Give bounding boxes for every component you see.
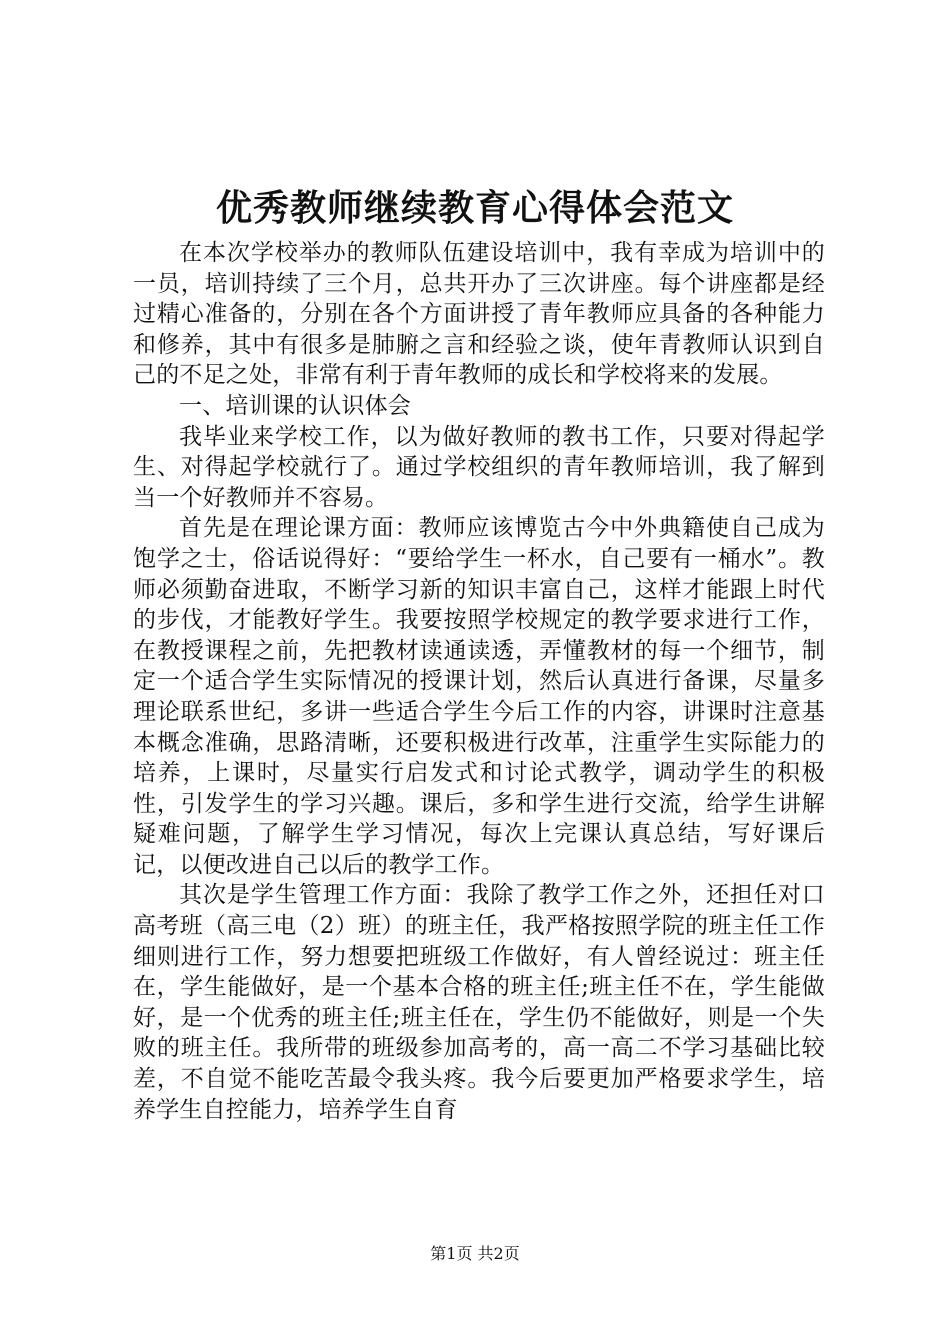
page-footer: 第1页 共2页 (430, 1244, 520, 1263)
document-body (133, 238, 825, 1125)
paragraph-management: 其次是学生管理工作方面：我除了教学工作之外，还担任对口高考班（高三电（2）班）的班主任，我严格按照学院的班主任工作细则进行工作，努力想要把班级工作做好，有人曾经说过：班主任在，学生能做好，是一个基本合格的班主任;班主任不在，学生能做好，是一个优秀的班主任;班主任在，学生仍不能做好，则是一个失败的班主任。我所带的班级参加高考的，高一高二不学习基础比较差，不自觉不能吃苦最令我头疼。我今后要更加严格要求学生，培养学生自控能力，培养学生自育 (133, 882, 825, 1123)
paragraph-theory: 首先是在理论课方面：教师应该博览古今中外典籍使自己成为饱学之士，俗话说得好：“要给学生一杯水，自己要有一桶水”。教师必须勤奋进取，不断学习新的知识丰富自己，这样才能跟上时代的步伐，才能教好学生。我要按照学校规定的教学要求进行工作，在教授课程之前，先把教材读通读透，弄懂教材的每一个细节，制定一个适合学生实际情况的授课计划，然后认真进行备课，尽量多理论联系世纪，多讲一些适合学生今后工作的内容，讲课时注意基本概念准确，思路清晰，还要积极进行改革，注重学生实际能力的培养，上课时，尽量实行启发式和讨论式教学，调动学生的积极性，引发学生的学习兴趣。课后，多和学生进行交流，给学生讲解疑难问题，了解学生学习情况，每次上完课认真总结，写好课后记，以便改进自己以后的教学工作。 (133, 515, 825, 878)
section-heading: 一、培训课的认识体会 (179, 392, 411, 419)
paragraph-intro: 在本次学校举办的教师队伍建设培训中，我有幸成为培训中的一员，培训持续了三个月，总共开办了三次讲座。每个讲座都是经过精心准备的，分别在各个方面讲授了青年教师应具备的各种能力和修养，其中有很多是肺腑之言和经验之谈，使年青教师认识到自己的不足之处，非常有利于青年教师的成长和学校将来的发展。 (133, 240, 825, 389)
document-title: 优秀教师继续教育心得体会范文 (215, 188, 734, 229)
paragraph-graduation: 我毕业来学校工作，以为做好教师的教书工作，只要对得起学生、对得起学校就行了。通过学校组织的青年教师培训，我了解到当一个好教师并不容易。 (133, 423, 825, 511)
